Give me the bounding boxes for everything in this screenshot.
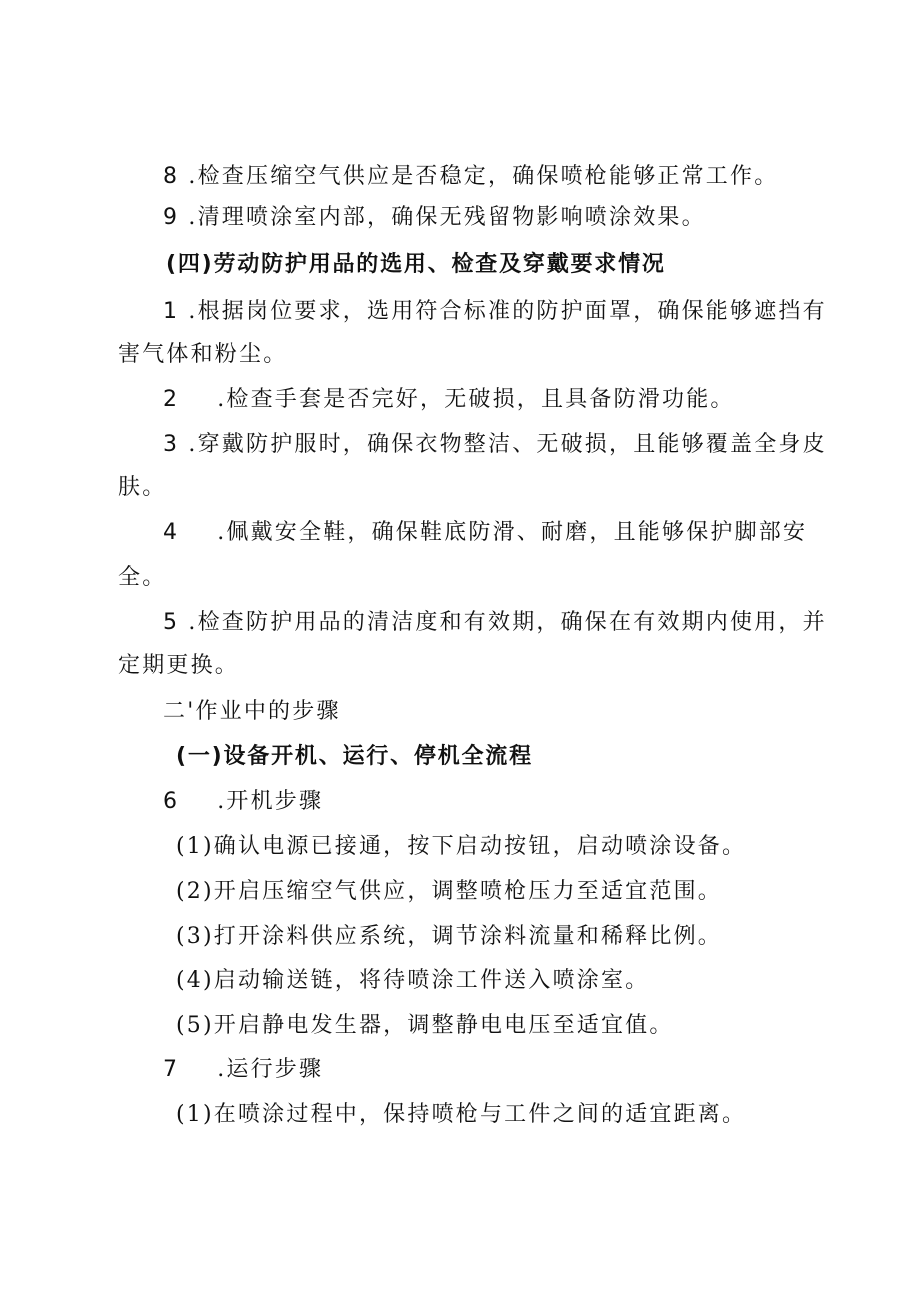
list-item-3-continuation: 肤。: [118, 475, 167, 500]
item-text: .运行步骤: [217, 1057, 324, 1082]
list-item-4-continuation: 全。: [118, 565, 167, 590]
list-item-1-continuation: 害气体和粉尘。: [118, 342, 288, 367]
item-text: .检查手套是否完好，无破损，且具备防滑功能。: [217, 387, 735, 412]
item-number: 8: [163, 164, 180, 189]
section-heading-2: 二'作业中的步骤: [163, 699, 341, 724]
item-number: 2: [163, 387, 180, 412]
item-number: 5: [163, 610, 180, 635]
step-1: (1)确认电源已接通，按下启动按钮，启动喷涂设备。: [176, 834, 747, 859]
item-number: 7: [163, 1057, 180, 1082]
item-text: .检查防护用品的清洁度和有效期，确保在有效期内使用，并: [188, 610, 827, 635]
run-step-1: (1)在喷涂过程中，保持喷枪与工件之间的适宜距离。: [176, 1102, 747, 1127]
step-5: (5)开启静电发生器，调整静电电压至适宜值。: [176, 1013, 674, 1038]
item-text: .开机步骤: [217, 789, 324, 814]
step-3: (3)打开涂料供应系统，调节涂料流量和稀释比例。: [176, 924, 722, 949]
item-text: .清理喷涂室内部，确保无残留物影响喷涂效果。: [188, 205, 706, 230]
list-item-8: [163, 162, 778, 192]
item-number: 3: [163, 432, 180, 457]
list-item-4: [163, 518, 807, 548]
item-number: 4: [163, 520, 180, 545]
step-2: (2)开启压缩空气供应，调整喷枪压力至适宜范围。: [176, 879, 722, 904]
item-text: .穿戴防护服时，确保衣物整洁、无破损，且能够覆盖全身皮: [188, 432, 827, 457]
item-text: .佩戴安全鞋，确保鞋底防滑、耐磨，且能够保护脚部安: [217, 520, 808, 545]
list-item-9: [163, 203, 706, 233]
list-item-1: [163, 297, 827, 327]
list-item-2: [163, 385, 735, 415]
item-number: 6: [163, 789, 180, 814]
item-text: .根据岗位要求，选用符合标准的防护面罩，确保能够遮挡有: [188, 299, 827, 324]
list-item-3: [163, 430, 827, 460]
list-item-7: [163, 1055, 323, 1085]
subsection-heading-1: (一)设备开机、运行、停机全流程: [176, 744, 533, 769]
list-item-5: [163, 608, 827, 638]
section-heading-4: (四)劳动防护用品的选用、检查及穿戴要求情况: [166, 252, 666, 277]
item-number: 1: [163, 299, 180, 324]
item-number: 9: [163, 205, 180, 230]
item-text: .检查压缩空气供应是否稳定，确保喷枪能够正常工作。: [188, 164, 779, 189]
list-item-6: [163, 787, 323, 817]
list-item-5-continuation: 定期更换。: [118, 653, 240, 678]
step-4: (4)启动输送链，将待喷涂工件送入喷涂室。: [176, 968, 650, 993]
